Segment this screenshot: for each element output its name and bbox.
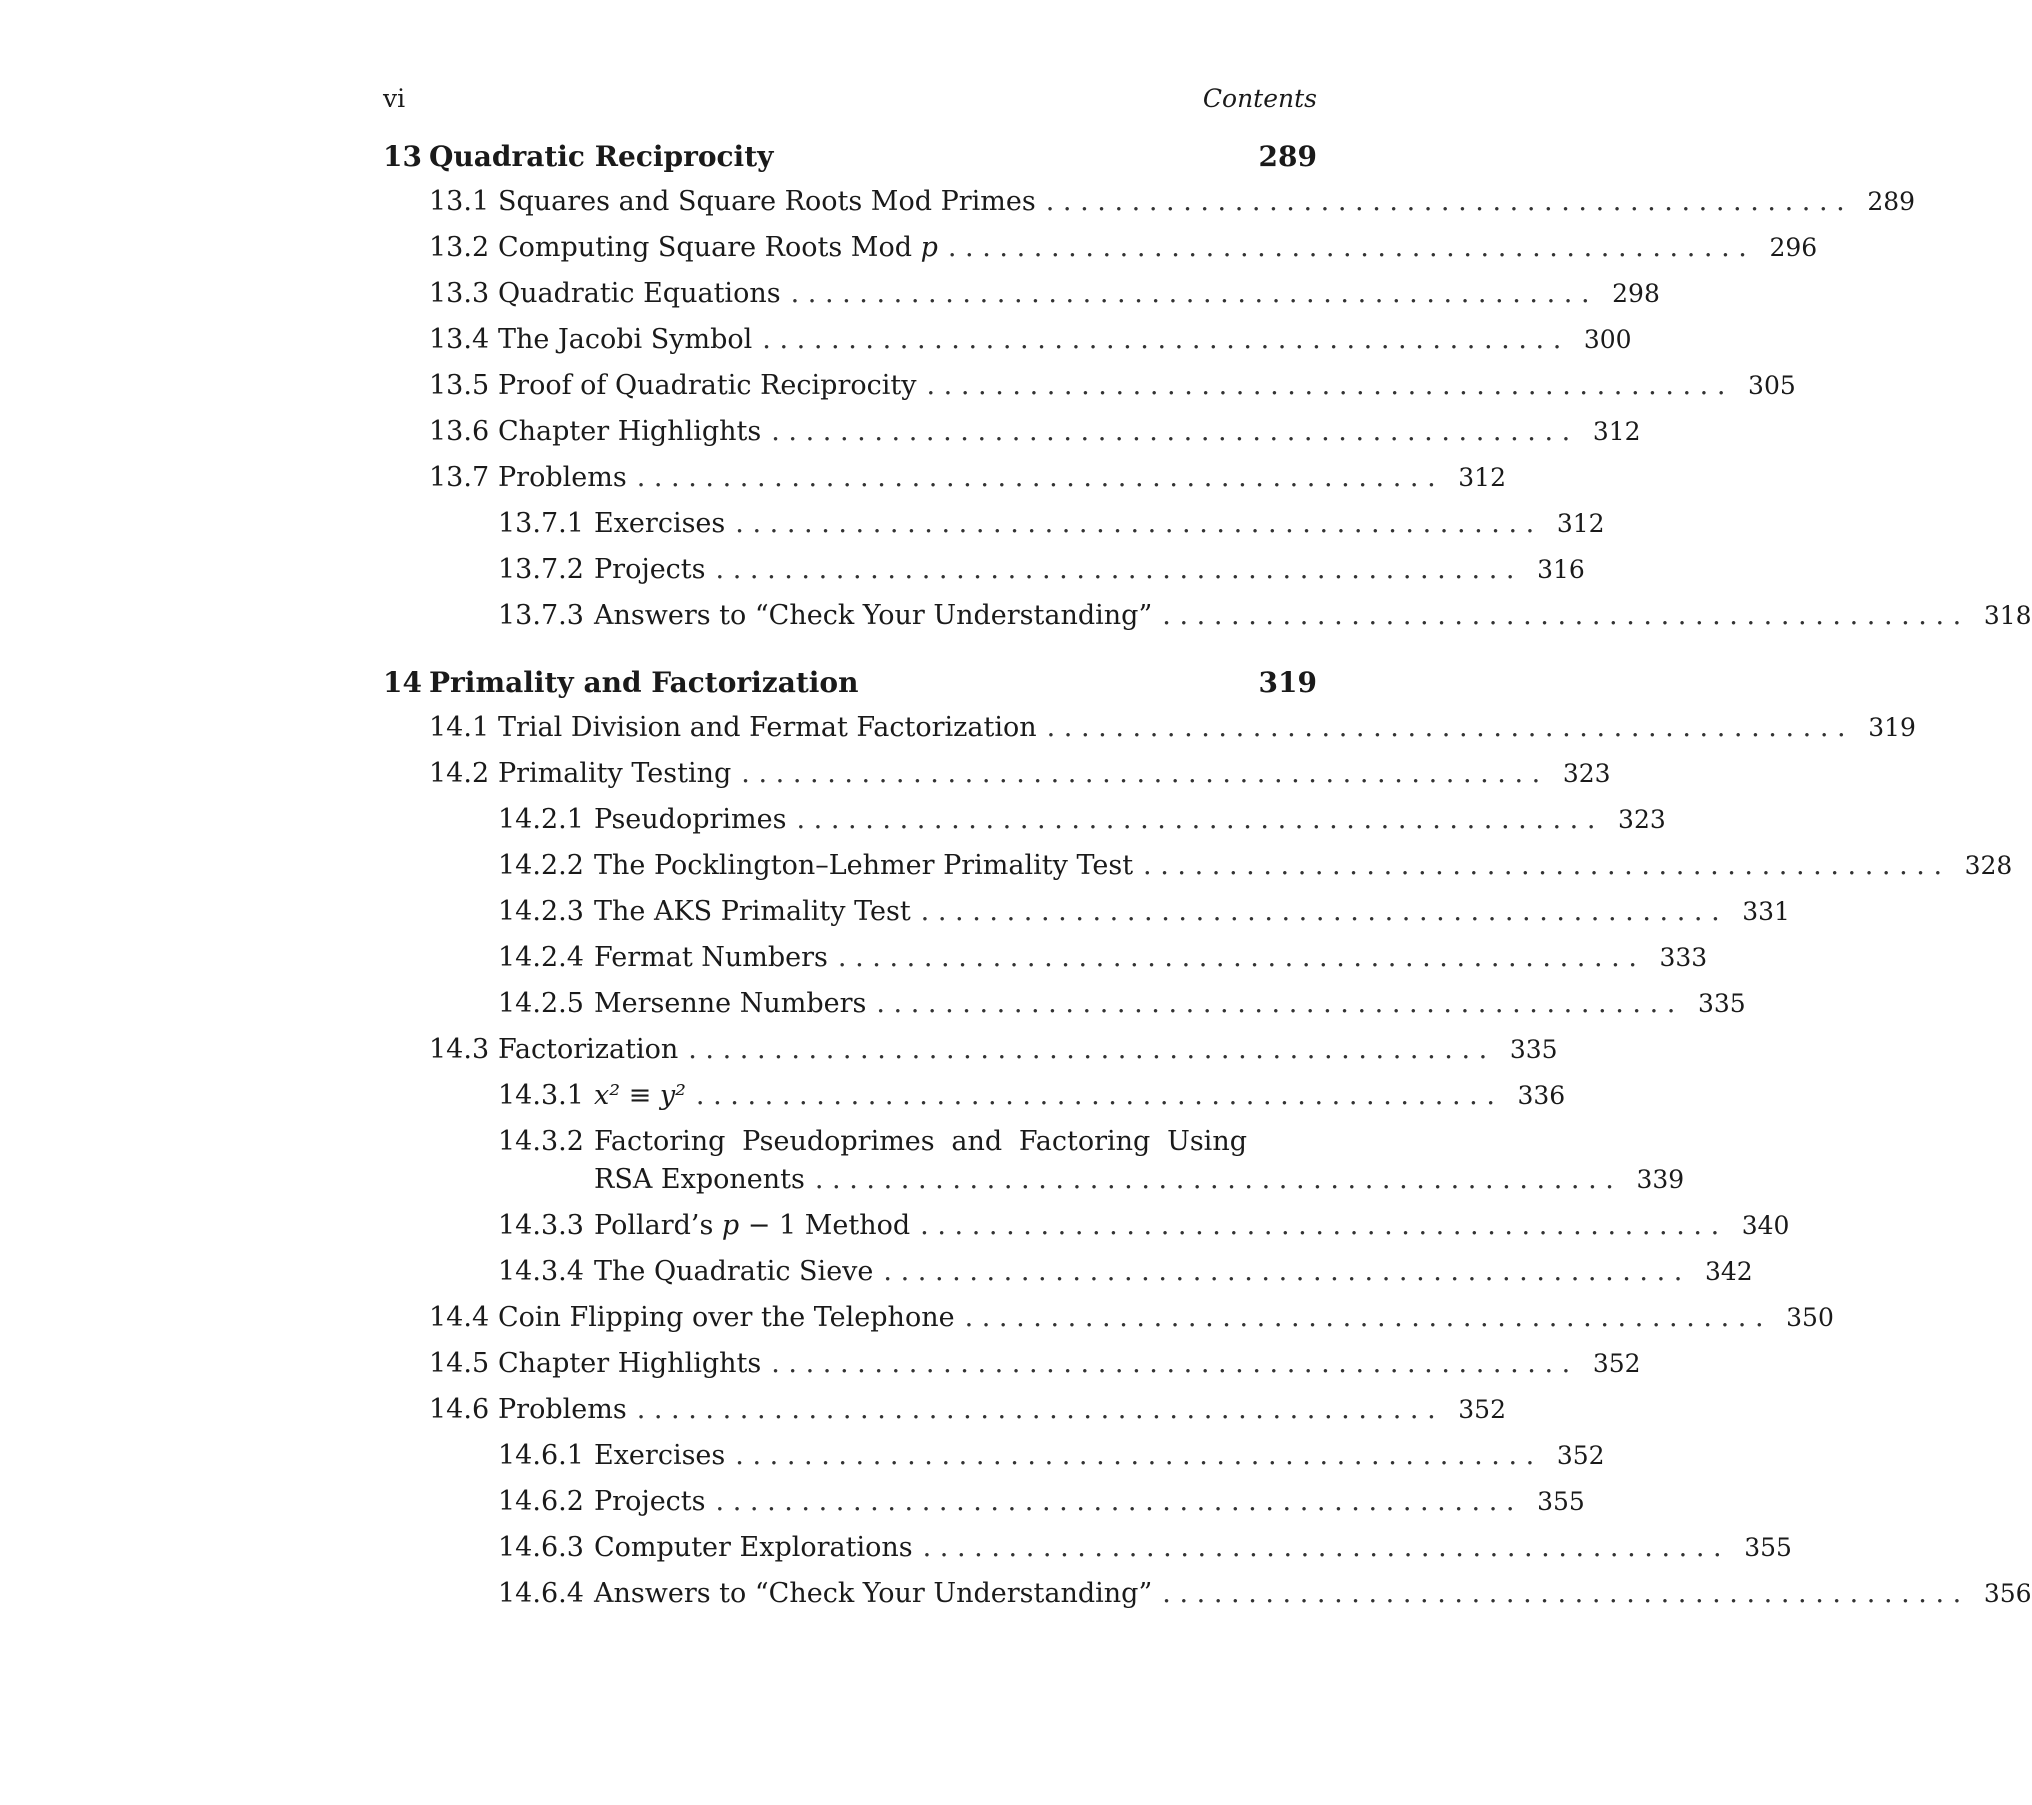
- leader-dots: ...............................................: [1143, 850, 1951, 881]
- leader-dots: ...............................................: [762, 324, 1570, 355]
- entry-page: 352: [1592, 1349, 1641, 1378]
- toc-subentry[interactable]: [383, 508, 1605, 554]
- entry-number: 13.6: [429, 416, 490, 447]
- math-variable: p: [721, 1210, 740, 1241]
- entry-number: 14.6: [429, 1394, 490, 1425]
- leader-dots: ...............................................: [1162, 1578, 1970, 1609]
- toc-subentry[interactable]: [383, 1210, 1790, 1256]
- toc-subentry-continuation[interactable]: [383, 1164, 1685, 1210]
- running-section-title: Contents: [1202, 84, 1317, 113]
- chapter-page: 319: [1258, 666, 1317, 699]
- entry-number: 13.3: [429, 278, 490, 309]
- chapter-heading[interactable]: [383, 666, 1317, 712]
- entry-title: Computer Explorations: [594, 1532, 913, 1563]
- toc-subentry[interactable]: [383, 600, 2032, 646]
- entry-number: 13.7.2: [498, 554, 584, 585]
- chapter-number: 13: [383, 140, 422, 173]
- toc-subentry[interactable]: [383, 1578, 2032, 1624]
- leader-dots: ...............................................: [920, 896, 1729, 927]
- leader-dots: ...............................................: [695, 1080, 1504, 1111]
- entry-number: 13.7: [429, 462, 490, 493]
- entry-title: Projects: [594, 554, 706, 585]
- toc-entry[interactable]: [383, 1302, 1834, 1348]
- entry-page: 352: [1458, 1395, 1506, 1424]
- entry-title: Computing Square Roots Mod p: [498, 232, 938, 263]
- entry-number: 14.6.3: [498, 1532, 584, 1563]
- entry-page: 296: [1769, 233, 1818, 262]
- entry-title: The AKS Primality Test: [594, 896, 911, 927]
- entry-title: [594, 1080, 686, 1111]
- toc-entry[interactable]: [383, 370, 1796, 416]
- leader-dots: ...............................................: [964, 1302, 1773, 1333]
- toc-subentry[interactable]: [383, 850, 2013, 896]
- toc-page: [383, 0, 2032, 1805]
- entry-number: 14.1: [429, 712, 490, 743]
- leader-dots: ...............................................: [735, 508, 1543, 539]
- toc-subentry[interactable]: [383, 896, 1790, 942]
- entry-number: 13.4: [429, 324, 490, 355]
- leader-dots: ...............................................: [715, 1486, 1524, 1517]
- entry-title: Chapter Highlights: [498, 416, 762, 447]
- entry-number: 14.2.3: [498, 896, 584, 927]
- entry-page: 331: [1742, 897, 1790, 926]
- entry-title: Chapter Highlights: [498, 1348, 762, 1379]
- entry-title: Factorization: [498, 1034, 679, 1065]
- leader-dots: ...............................................: [735, 1440, 1543, 1471]
- leader-dots: ...............................................: [876, 988, 1684, 1019]
- toc-entry[interactable]: [383, 712, 1916, 758]
- toc-entry[interactable]: [383, 324, 1632, 370]
- toc-subentry[interactable]: [383, 942, 1708, 988]
- entry-page: 335: [1509, 1035, 1558, 1064]
- entry-page: 355: [1537, 1487, 1585, 1516]
- entry-page: 312: [1592, 417, 1641, 446]
- running-head: [383, 84, 1317, 118]
- entry-number: 14.3.2: [498, 1126, 584, 1157]
- entry-number: 13.7.1: [498, 508, 584, 539]
- entry-number: 14.4: [429, 1302, 490, 1333]
- entry-title: Pseudoprimes: [594, 804, 787, 835]
- entry-page: 342: [1704, 1257, 1753, 1286]
- entry-title: Answers to “Check Your Understanding”: [594, 600, 1153, 631]
- entry-number: 14.3.3: [498, 1210, 584, 1241]
- leader-dots: ...............................................: [947, 232, 1756, 263]
- entry-title: Coin Flipping over the Telephone: [498, 1302, 955, 1333]
- table-of-contents: [383, 140, 2032, 1644]
- entry-number: 13.7.3: [498, 600, 584, 631]
- chapter-title: Primality and Factorization: [429, 666, 859, 699]
- entry-title: The Quadratic Sieve: [594, 1256, 874, 1287]
- math-variable: p: [920, 232, 938, 263]
- entry-number: 14.5: [429, 1348, 490, 1379]
- entry-page: 298: [1612, 279, 1660, 308]
- leader-dots: ...............................................: [1046, 712, 1855, 743]
- toc-subentry[interactable]: [383, 1440, 1605, 1486]
- entry-page: 339: [1636, 1165, 1685, 1194]
- leader-dots: ...............................................: [883, 1256, 1691, 1287]
- entry-title-line1: Factoring Pseudoprimes and Factoring Using: [594, 1126, 1247, 1157]
- page-number: vi: [383, 84, 406, 113]
- entry-number: 14.2.4: [498, 942, 584, 973]
- toc-subentry-wrapped[interactable]: [383, 1126, 1317, 1164]
- entry-title: Trial Division and Fermat Factorization: [498, 712, 1037, 743]
- entry-title: The Pocklington–Lehmer Primality Test: [594, 850, 1134, 881]
- leader-dots: ...............................................: [922, 1532, 1731, 1563]
- entry-number: 13.2: [429, 232, 490, 263]
- leader-dots: ...............................................: [796, 804, 1605, 835]
- entry-page: 355: [1744, 1533, 1792, 1562]
- toc-subentry[interactable]: [383, 804, 1666, 850]
- chapter-page: 289: [1258, 140, 1317, 173]
- chapter-number: 14: [383, 666, 422, 699]
- toc-subentry[interactable]: [383, 1486, 1585, 1532]
- toc-entry[interactable]: [383, 1394, 1506, 1440]
- entry-number: 14.2: [429, 758, 490, 789]
- math-formula: x² ≡ y²: [594, 1080, 686, 1111]
- toc-entry[interactable]: [383, 1348, 1641, 1394]
- entry-page: 316: [1537, 555, 1585, 584]
- entry-number: 14.2.2: [498, 850, 584, 881]
- entry-title: Exercises: [594, 1440, 726, 1471]
- toc-entry[interactable]: [383, 278, 1660, 324]
- toc-entry[interactable]: [383, 232, 1818, 278]
- toc-entry[interactable]: [383, 416, 1641, 462]
- entry-title: Squares and Square Roots Mod Primes: [498, 186, 1036, 217]
- entry-title: Pollard’s p − 1 Method: [594, 1210, 911, 1241]
- chapter-13: [383, 140, 2032, 646]
- entry-title: Mersenne Numbers: [594, 988, 867, 1019]
- entry-page: 328: [1964, 851, 2013, 880]
- entry-title: Exercises: [594, 508, 726, 539]
- toc-entry[interactable]: [383, 1034, 1558, 1080]
- toc-subentry[interactable]: [383, 988, 1746, 1034]
- entry-number: 14.2.1: [498, 804, 584, 835]
- entry-number: 14.3.1: [498, 1080, 584, 1111]
- leader-dots: ...............................................: [636, 462, 1445, 493]
- entry-title: Problems: [498, 1394, 627, 1425]
- leader-dots: ...............................................: [771, 1348, 1579, 1379]
- entry-page: 323: [1618, 805, 1666, 834]
- entry-title: Fermat Numbers: [594, 942, 828, 973]
- leader-dots: ...............................................: [790, 278, 1599, 309]
- entry-page: 300: [1583, 325, 1632, 354]
- toc-subentry[interactable]: [383, 1080, 1566, 1126]
- entry-title: Primality Testing: [498, 758, 732, 789]
- entry-title: Answers to “Check Your Understanding”: [594, 1578, 1153, 1609]
- entry-page: 323: [1562, 759, 1611, 788]
- entry-page: 333: [1659, 943, 1708, 972]
- entry-page: 312: [1556, 509, 1605, 538]
- entry-number: 14.6.1: [498, 1440, 584, 1471]
- entry-title: Problems: [498, 462, 627, 493]
- entry-page: 305: [1748, 371, 1796, 400]
- entry-title-line2: RSA Exponents: [594, 1164, 805, 1195]
- entry-page: 319: [1868, 713, 1916, 742]
- toc-subentry[interactable]: [383, 554, 1585, 600]
- toc-entry[interactable]: [383, 186, 1916, 232]
- entry-page: 335: [1697, 989, 1746, 1018]
- entry-page: 352: [1556, 1441, 1605, 1470]
- entry-number: 14.6.2: [498, 1486, 584, 1517]
- entry-page: 289: [1867, 187, 1916, 216]
- entry-page: 340: [1741, 1211, 1790, 1240]
- toc-subentry[interactable]: [383, 1256, 1753, 1302]
- entry-number: 13.1: [429, 186, 490, 217]
- chapter-14: [383, 666, 2032, 1624]
- leader-dots: ...............................................: [715, 554, 1524, 585]
- entry-title: Projects: [594, 1486, 706, 1517]
- toc-entry[interactable]: [383, 462, 1506, 508]
- toc-subentry[interactable]: [383, 1532, 1792, 1578]
- entry-page: 312: [1458, 463, 1506, 492]
- entry-number: 14.6.4: [498, 1578, 584, 1609]
- leader-dots: ...............................................: [926, 370, 1735, 401]
- entry-page: 356: [1983, 1579, 2032, 1608]
- leader-dots: ...............................................: [741, 758, 1549, 789]
- leader-dots: ...............................................: [1045, 186, 1854, 217]
- entry-title: Proof of Quadratic Reciprocity: [498, 370, 917, 401]
- leader-dots: ...............................................: [837, 942, 1646, 973]
- entry-title: The Jacobi Symbol: [498, 324, 753, 355]
- leader-dots: ...............................................: [771, 416, 1579, 447]
- chapter-title: Quadratic Reciprocity: [429, 140, 774, 173]
- entry-page: 336: [1517, 1081, 1566, 1110]
- chapter-heading[interactable]: [383, 140, 1317, 186]
- entry-number: 13.5: [429, 370, 490, 401]
- toc-entry[interactable]: [383, 758, 1611, 804]
- entry-page: 350: [1786, 1303, 1834, 1332]
- leader-dots: ...............................................: [1162, 600, 1970, 631]
- leader-dots: ...............................................: [688, 1034, 1496, 1065]
- leader-dots: ...............................................: [920, 1210, 1728, 1241]
- leader-dots: ...............................................: [814, 1164, 1623, 1195]
- entry-number: 14.3.4: [498, 1256, 584, 1287]
- entry-number: 14.2.5: [498, 988, 584, 1019]
- entry-page: 318: [1983, 601, 2032, 630]
- entry-number: 14.3: [429, 1034, 490, 1065]
- leader-dots: ...............................................: [636, 1394, 1445, 1425]
- entry-title: Quadratic Equations: [498, 278, 781, 309]
